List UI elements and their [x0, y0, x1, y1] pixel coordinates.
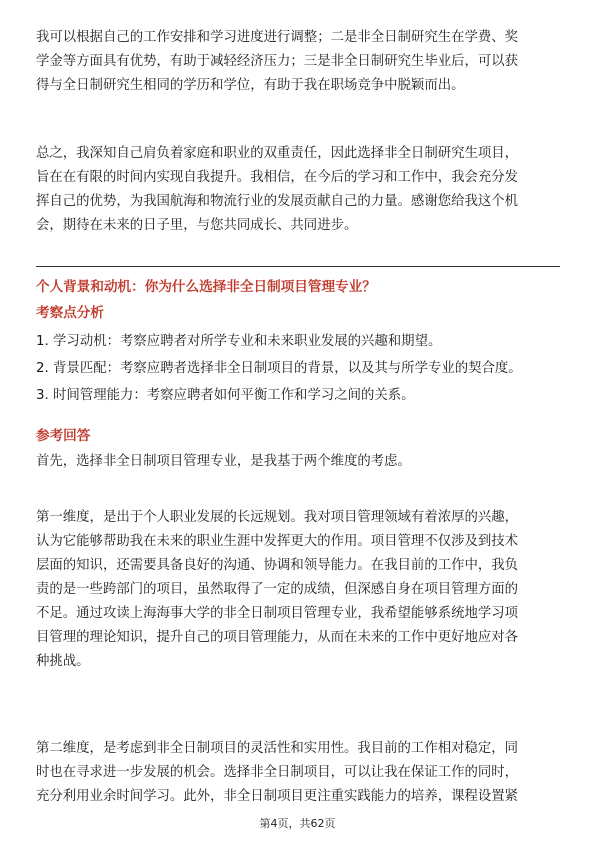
- analysis-item: 2. 背景匹配：考察应聘者选择非全日制项目的背景，以及其与所学专业的契合度。: [36, 361, 522, 376]
- page-number: 第4页，共62页: [259, 817, 336, 830]
- section-divider: [36, 266, 560, 267]
- text-line: 充分利用业余时间学习。此外，非全日制项目更注重实践能力的培养，课程设置紧: [36, 789, 519, 804]
- text-line: 目管理的理论知识，提升自己的项目管理能力，从而在未来的工作中更好地应对各: [36, 630, 519, 645]
- text-line: 总之，我深知自己肩负着家庭和职业的双重责任，因此选择非全日制研究生项目，: [36, 146, 519, 161]
- text-line: 第一维度，是出于个人职业发展的长远规划。我对项目管理领域有着浓厚的兴趣，: [36, 510, 519, 525]
- answer-intro: 首先，选择非全日制项目管理专业，是我基于两个维度的考虑。: [36, 454, 411, 469]
- text-line: 旨在在有限的时间内实现自我提升。我相信，在今后的学习和工作中，我会充分发: [36, 170, 519, 185]
- paragraph-first-dimension: [36, 506, 560, 674]
- text-line: 我可以根据自己的工作安排和学习进度进行调整；二是非全日制研究生在学费、奖: [36, 30, 519, 45]
- question-title: 个人背景和动机：你为什么选择非全日制项目管理专业？: [36, 279, 376, 295]
- text-line: 种挑战。: [36, 654, 90, 669]
- text-line: 责的是一些跨部门的项目，虽然取得了一定的成绩，但深感自身在项目管理方面的: [36, 582, 519, 597]
- paragraph-second-dimension: [36, 737, 560, 809]
- text-line: 学金等方面具有优势，有助于减轻经济压力；三是非全日制研究生毕业后，可以获: [36, 54, 519, 69]
- text-line: 不足。通过攻读上海海事大学的非全日制项目管理专业，我希望能够系统地学习项: [36, 606, 519, 621]
- analysis-item: 1. 学习动机：考察应聘者对所学专业和未来职业发展的兴趣和期望。: [36, 334, 442, 349]
- text-line: 会，期待在未来的日子里，与您共同成长、共同进步。: [36, 218, 358, 233]
- answer-heading: 参考回答: [36, 428, 91, 444]
- text-line: 第二维度，是考虑到非全日制项目的灵活性和实用性。我目前的工作相对稳定，同: [36, 741, 519, 756]
- paragraph-study-advantages: [36, 26, 560, 98]
- paragraph-conclusion: [36, 142, 560, 238]
- text-line: 层面的知识，还需要具备良好的沟通、协调和领导能力。在我目前的工作中，我负: [36, 558, 519, 573]
- text-line: 挥自己的优势，为我国航海和物流行业的发展贡献自己的力量。感谢您给我这个机: [36, 194, 519, 209]
- text-line: 认为它能够帮助我在未来的职业生涯中发挥更大的作用。项目管理不仅涉及到技术: [36, 534, 519, 549]
- analysis-heading: 考察点分析: [36, 305, 104, 321]
- text-line: 时也在寻求进一步发展的机会。选择非全日制项目，可以让我在保证工作的同时，: [36, 765, 519, 780]
- text-line: 得与全日制研究生相同的学历和学位，有助于我在职场竞争中脱颖而出。: [36, 78, 465, 93]
- analysis-item: 3. 时间管理能力：考察应聘者如何平衡工作和学习之间的关系。: [36, 388, 415, 403]
